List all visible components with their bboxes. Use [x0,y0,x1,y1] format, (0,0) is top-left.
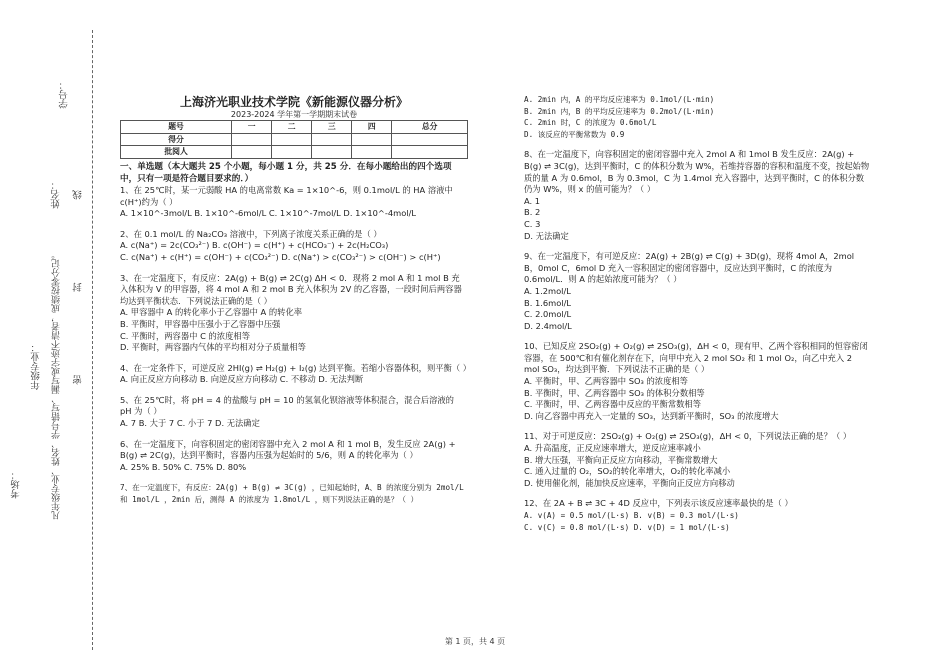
score-row [121,133,468,146]
question-1-options: A. 1×10^-3mol/L B. 1×10^-6mol/L C. 1×10^-7mol/L D. 1×10^-4mol/L [120,208,416,219]
question-11-option: D. 使用催化剂，能加快反应速率，平衡向正反应方向移动 [524,477,735,488]
score-cell: 总分 [392,121,468,134]
question-8-option: A. 1 [524,195,541,206]
binding-dashed-line [92,30,93,650]
left-column [120,95,472,506]
question-2-option: A. c(Na⁺) = 2c(CO₃²⁻) B. c(OH⁻) = c(H⁺) + c(HCO₃⁻) + 2c(H₂CO₃) [120,240,389,251]
question-9-option: B. 1.6mol/L [524,297,572,308]
question-3-option: C. 平衡时，两容器中 C 的浓度相等 [120,330,250,341]
question-9-option: D. 2.4mol/L [524,320,572,331]
question-9-option: C. 2.0mol/L [524,309,572,320]
question-1-stem: 1、在 25℃时，某一元弱酸 HA 的电离常数 Ka = 1×10^-6，则 0.1mol/L 的 HA 溶液中 c(H⁺)约为（ ） [120,184,453,207]
question-3-option: B. 平衡时，甲容器中压强小于乙容器中压强 [120,318,281,329]
question-12-stem: 12、在 2A + B ⇌ 3C + 4D 反应中，下列表示该反应速率最快的是（ ） [524,498,793,509]
question-8-stem: 8、在一定温度下，向容积固定的密闭容器中充入 2mol A 和 1mol B 发生反应：2A(g) + B(g) ⇌ 3C(g)，达到平衡时，C 的体积分数为 W%，若维持容器的容积和温度不变，按起始物质的量 A 为 0.6mol，B 为 0.3mol，C 为 1.4mol 充入容器中，达到平衡时，C 的体积分数仍为 W%，则 x 的值可能为？（ ） [524,149,870,195]
question-12-options: C. v(C) = 0.8 mol/(L·s) D. v(D) = 1 mol/(L·s) [524,522,730,532]
question-9-option: A. 1.2mol/L [524,285,571,296]
notice-text: 凡年级专业、姓名、学号错写、漏写或字迹不清者，成绩按零分记。 [52,250,62,520]
question-2-option: C. c(Na⁺) + c(H⁺) = c(OH⁻) + c(CO₃²⁻) D. c(Na⁺) > c(CO₃²⁻) > c(OH⁻) > c(H⁺) [120,251,441,262]
question-7-stem: 7、在一定温度下，有反应：2A(g) + B(g) ⇌ 3C(g) ，已知起始时，A、B 的浓度分别为 2mol/L 和 1mol/L ，2min 后，测得 A 的浓度为 1.8mol/L ，则下列说法正确的是？（ ） [120,483,464,505]
score-row-label: 得分 [121,133,232,146]
question-2-stem: 2、在 0.1 mol/L 的 Na₂CO₃ 溶液中，下列离子浓度关系正确的是（ ） [120,228,382,239]
score-cell: 三 [312,121,352,134]
name-label: 姓名： [51,180,62,209]
score-cell: 四 [352,121,392,134]
question-10-option: C. 平衡时，甲、乙两容器中反应的平衡常数相等 [524,399,702,410]
question-11-stem: 11、对于可逆反应：2SO₂(g) + O₂(g) ⇌ 2SO₃(g)，ΔH < 0，下列说法正确的是？（ ） [524,431,852,442]
score-cell: 题号 [121,121,232,134]
question-11-option: B. 增大压强，平衡向正反应方向移动，平衡常数增大 [524,454,718,465]
question-7-option: A. 2min 内，A 的平均反应速率为 0.1mol/(L·min) [524,95,715,104]
page-footer: 第 1 页，共 4 页 [444,637,506,646]
question-4-options: A. 向正反应方向移动 B. 向逆反应方向移动 C. 不移动 D. 无法判断 [120,374,364,385]
question-9-stem: 9、在一定温度下，有可逆反应：2A(g) + 2B(g) ⇌ C(g) + 3D(g)，现将 4mol A，2mol B，0mol C，6mol D 充入一容积固定的密闭容器中，反应达到平衡时，C 的浓度为 0.6mol/L．则 A 的起始浓度可能为？（ ） [524,251,855,285]
question-6-stem: 6、在一定温度下，向容积固定的密闭容器中充入 2 mol A 和 1 mol B，发生反应 2A(g) + B(g) ⇌ 2C(g)，达到平衡时，容器内压强为起始时的 5/6，则 A 的转化率为（ ） [120,438,456,461]
score-cell: 二 [272,121,312,134]
question-12-options: A. v(A) = 0.5 mol/(L·s) B. v(B) = 0.3 mol/(L·s) [524,511,739,520]
score-cell: 一 [232,121,272,134]
question-3-option: A. 甲容器中 A 的转化率小于乙容器中 A 的转化率 [120,307,303,318]
question-6-options: A. 25% B. 50% C. 75% D. 80% [120,461,247,472]
question-10-option: B. 平衡时，甲、乙两容器中 SO₃ 的体积分数相等 [524,387,705,398]
score-table-header [121,121,468,134]
question-5-stem: 5、在 25℃时，将 pH = 4 的盐酸与 pH = 10 的氢氧化钡溶液等体积混合，混合后溶液的 pH 为（ ） [120,394,454,417]
question-3-stem: 3、在一定温度下，有反应：2A(g) + B(g) ⇌ 2C(g) ΔH < 0．现将 2 mol A 和 1 mol B 充入体积为 V 的甲容器，将 4 mol A 和 2 mol B 充入体积为 2V 的乙容器，一段时间后两容器均达到平衡状态．下列说法正确的是（ ） [120,272,462,306]
grader-row-label: 批阅人 [121,146,232,159]
grade-major-label: 年级专业： [31,342,42,390]
binding-strip [0,0,118,672]
question-8-option: C. 3 [524,218,541,229]
question-8-option: D. 无法确定 [524,230,569,241]
score-table [120,120,468,159]
grader-row [121,146,468,159]
student-no-label: 学号： [59,80,70,109]
exam-title: 上海济光职业技术学院《新能源仪器分析》 [179,95,408,109]
question-11-option: C. 通入过量的 O₂，SO₂的转化率增大，O₂的转化率减小 [524,466,731,477]
question-5-options: A. 7 B. 大于 7 C. 小于 7 D. 无法确定 [120,418,260,429]
exam-venue-label: 考场： [11,470,22,499]
right-column [524,94,870,533]
question-7-option: C. 2min 时，C 的浓度为 0.6mol/L [524,118,657,128]
question-10-stem: 10、已知反应 2SO₂(g) + O₂(g) ⇌ 2SO₃(g)，ΔH < 0，现有甲、乙两个容积相同的恒容密闭容器，在 500℃和有催化剂存在下，向甲中充入 2 mol SO₂ 和 1 mol O₂，向乙中充入 2 mol SO₃，均达到平衡．下列说法不正确的是（ ） [524,341,868,375]
question-8-option: B. 2 [524,207,541,218]
seal-line-text: 密 封 线 [73,150,84,385]
question-7-option: B. 2min 内，B 的平均反应速率为 0.2mol/(L·min) [524,106,715,116]
exam-subtitle: 2023-2024 学年第一学期期末试卷 [230,109,358,119]
question-10-option: A. 平衡时，甲、乙两容器中 SO₃ 的浓度相等 [524,376,688,387]
question-10-option: D. 向乙容器中再充入一定量的 SO₃，达到新平衡时，SO₃ 的浓度增大 [524,410,779,421]
question-7-option: D. 该反应的平衡常数为 0.9 [524,129,625,139]
section-heading: 一、单选题（本大题共 25 个小题，每小题 1 分，共 25 分．在每小题给出的四个选项中，只有一项是符合题目要求的．） [120,161,452,184]
question-4-stem: 4、在一定条件下，可逆反应 2HI(g) ⇌ H₂(g) + I₂(g) 达到平衡。若缩小容器体积，则平衡（ ） [120,362,472,373]
question-3-option: D. 平衡时，两容器内气体的平均相对分子质量相等 [120,342,306,353]
question-11-option: A. 升高温度，正反应速率增大，逆反应速率减小 [524,443,701,454]
